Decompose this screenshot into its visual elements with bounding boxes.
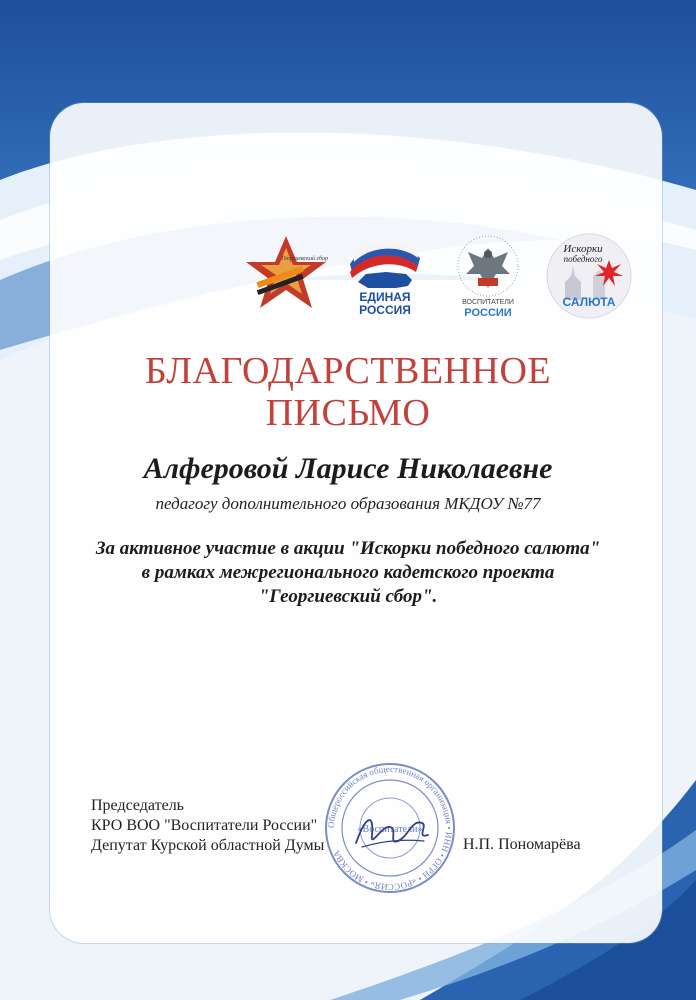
signatory-name: Н.П. Пономарёва (463, 836, 581, 853)
logos-row (0, 228, 696, 328)
georgievsky-logo-text: Георгиевский сбор (281, 256, 328, 262)
signatory-title: Председатель (91, 797, 184, 814)
iskorki-salyuta-logo (543, 230, 635, 322)
iskorki-line3: САЛЮТА (562, 295, 616, 309)
handwritten-signature (352, 805, 432, 855)
stamp-center-text: «Воспитатели» (357, 824, 423, 835)
reason-line2: в рамках межрегионального кадетского проекта (141, 562, 555, 583)
document-title-line1: БЛАГОДАРСТВЕННОЕ (144, 350, 552, 392)
united-russia-line2: РОССИЯ (359, 303, 411, 316)
recipient-name: Алферовой Ларисе Николаевне (143, 452, 553, 485)
iskorki-line2: победного (563, 254, 603, 264)
signatory-deputy: Депутат Курской областной Думы (91, 837, 325, 854)
signatory-organization: КРО ВОО "Воспитатели России" (91, 817, 318, 834)
reason-line1: За активное участие в акции "Искорки победного салюта" (95, 538, 601, 559)
iskorki-line1: Искорки (563, 243, 603, 255)
recipient-position: педагогу дополнительного образования МКДОУ №77 (155, 494, 541, 513)
educators-line1: ВОСПИТАТЕЛИ (462, 299, 514, 306)
reason-line3: "Георгиевский сбор". (258, 586, 438, 607)
united-russia-logo (346, 236, 424, 316)
georgievsky-star-logo (244, 230, 340, 312)
stamp-ring-text: Общероссийская общественная организация • ИНН • ОГРН • «РОССИЯ» • МОСКВА (325, 763, 455, 893)
document-title-line2: ПИСЬМО (265, 392, 431, 434)
united-russia-line1: ЕДИНАЯ (359, 290, 411, 304)
educators-line2: РОССИИ (464, 307, 512, 319)
educators-of-russia-logo (448, 234, 528, 320)
